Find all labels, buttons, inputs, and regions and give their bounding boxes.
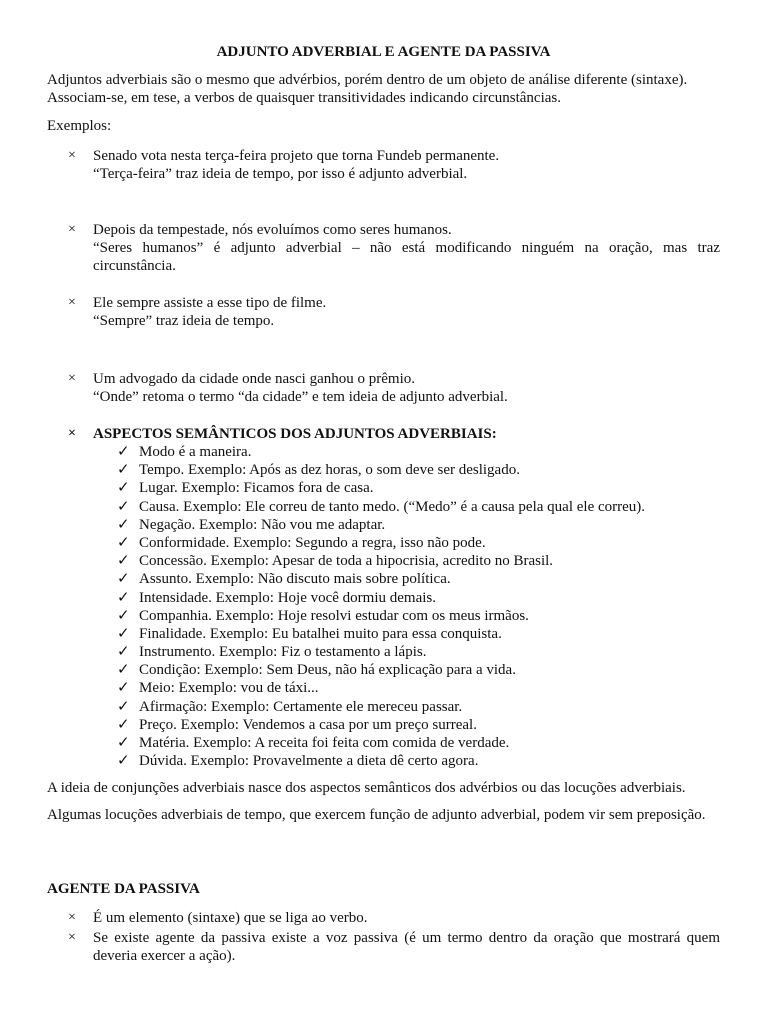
list-item: [47, 625, 720, 643]
list-item: [47, 479, 720, 497]
list-item-text: Finalidade. Exemplo: Eu batalhei muito para essa conquista.: [139, 625, 502, 642]
list-item: [47, 498, 720, 516]
agent-item-text: É um elemento (sintaxe) que se liga ao verbo.: [93, 910, 368, 926]
example-sentence: Um advogado da cidade onde nasci ganhou o prêmio.: [93, 371, 415, 387]
list-item-text: Conformidade. Exemplo: Segundo a regra, isso não pode.: [139, 534, 486, 551]
check-icon: ✓: [117, 680, 130, 697]
list-item-text: Matéria. Exemplo: A receita foi feita com comida de verdade.: [139, 735, 510, 751]
cross-bullet-icon: ×: [68, 295, 76, 310]
example-note: “Onde” retoma o termo “da cidade” e tem ideia de adjunto adverbial.: [93, 389, 508, 405]
intro-paragraph: [47, 71, 720, 107]
list-item-text: Assunto. Exemplo: Não discuto mais sobre política.: [139, 571, 451, 588]
examples-label: Exemplos:: [47, 118, 112, 134]
locutions-paragraph: Algumas locuções adverbiais de tempo, que exercem função de adjunto adverbial, podem vir sem preposição.: [47, 807, 706, 823]
cross-bullet-icon: ×: [68, 426, 76, 441]
list-item-text: Intensidade. Exemplo: Hoje você dormiu demais.: [139, 589, 437, 606]
list-item: [47, 443, 720, 461]
list-item: [47, 698, 720, 716]
example-sentence: Ele sempre assiste a esse tipo de filme.: [93, 295, 327, 311]
check-icon: ✓: [117, 444, 130, 460]
list-item-text: Preço. Exemplo: Vendemos a casa por um preço surreal.: [139, 716, 477, 733]
list-item: [47, 734, 720, 752]
check-icon: ✓: [117, 625, 130, 642]
check-icon: ✓: [117, 553, 130, 570]
agent-passive-heading: AGENTE DA PASSIVA: [47, 881, 200, 897]
semantic-aspects-list: [47, 443, 720, 770]
list-item: [47, 534, 720, 552]
agent-item-text: Se existe agente da passiva existe a voz passiva (é um termo dentro da oração que mostrará quem deveria exercer a ação).: [93, 930, 720, 964]
agent-item: [47, 909, 720, 927]
page-title: ADJUNTO ADVERBIAL E AGENTE DA PASSIVA: [216, 44, 551, 60]
list-item: [47, 752, 720, 770]
cross-bullet-icon: ×: [68, 910, 76, 925]
example-note: “Terça-feira” traz ideia de tempo, por isso é adjunto adverbial.: [93, 166, 468, 182]
list-item: [47, 661, 720, 679]
list-item-text: Concessão. Exemplo: Apesar de toda a hipocrisia, acredito no Brasil.: [139, 553, 554, 570]
list-item-text: Condição: Exemplo: Sem Deus, não há explicação para a vida.: [139, 662, 516, 679]
list-item: [47, 552, 720, 570]
conjunctions-paragraph: A ideia de conjunções adverbiais nasce dos aspectos semânticos dos advérbios ou das locuções adverbiais.: [47, 780, 686, 796]
list-item-text: Modo é a maneira.: [139, 444, 252, 460]
check-icon: ✓: [117, 716, 130, 733]
check-icon: ✓: [117, 698, 130, 715]
list-item-text: Lugar. Exemplo: Ficamos fora de casa.: [139, 480, 374, 497]
cross-bullet-icon: ×: [68, 148, 76, 163]
check-icon: ✓: [117, 735, 130, 751]
example-note: “Seres humanos” é adjunto adverbial – não está modificando ninguém na oração, mas traz circunstância.: [93, 240, 720, 274]
cross-bullet-icon: ×: [68, 222, 76, 237]
check-icon: ✓: [117, 589, 130, 606]
check-icon: ✓: [117, 462, 130, 479]
semantic-aspects-heading: ASPECTOS SEMÂNTICOS DOS ADJUNTOS ADVERBIAIS:: [93, 426, 497, 442]
list-item-text: Dúvida. Exemplo: Provavelmente a dieta dê certo agora.: [139, 753, 479, 770]
list-item: [47, 589, 720, 607]
example-item: [47, 221, 720, 275]
cross-bullet-icon: ×: [68, 371, 76, 386]
example-item: [47, 294, 720, 330]
list-item-text: Negação. Exemplo: Não vou me adaptar.: [139, 516, 386, 533]
check-icon: ✓: [117, 753, 130, 770]
intro-line: Adjuntos adverbiais são o mesmo que advérbios, porém dentro de um objeto de análise diferente (sintaxe).: [47, 72, 688, 88]
list-item: [47, 461, 720, 479]
list-item: [47, 716, 720, 734]
list-item-text: Companhia. Exemplo: Hoje resolvi estudar com os meus irmãos.: [139, 607, 529, 624]
example-item: [47, 370, 720, 406]
list-item: [47, 570, 720, 588]
check-icon: ✓: [117, 534, 130, 551]
list-item-text: Tempo. Exemplo: Após as dez horas, o som deve ser desligado.: [139, 462, 520, 479]
list-item: [47, 679, 720, 697]
list-item: [47, 607, 720, 625]
list-item-text: Instrumento. Exemplo: Fiz o testamento a lápis.: [139, 644, 427, 661]
list-item: [47, 643, 720, 661]
list-item-text: Causa. Exemplo: Ele correu de tanto medo. (“Medo” é a causa pela qual ele correu).: [139, 498, 646, 515]
list-item-text: Afirmação: Exemplo: Certamente ele mereceu passar.: [139, 698, 463, 715]
check-icon: ✓: [117, 571, 130, 588]
check-icon: ✓: [117, 498, 130, 515]
example-item: [47, 147, 720, 183]
check-icon: ✓: [117, 607, 130, 624]
agent-item: [47, 929, 720, 965]
list-item: [47, 516, 720, 534]
semantic-aspects-section: [47, 425, 720, 443]
intro-line: Associam-se, em tese, a verbos de quaisquer transitividades indicando circunstâncias.: [47, 90, 562, 106]
check-icon: ✓: [117, 480, 130, 497]
check-icon: ✓: [117, 662, 130, 679]
example-note: “Sempre” traz ideia de tempo.: [93, 313, 275, 329]
check-icon: ✓: [117, 644, 130, 661]
example-sentence: Depois da tempestade, nós evoluímos como seres humanos.: [93, 222, 452, 238]
list-item-text: Meio: Exemplo: vou de táxi...: [139, 680, 319, 697]
check-icon: ✓: [117, 516, 130, 533]
cross-bullet-icon: ×: [68, 930, 76, 945]
example-sentence: Senado vota nesta terça-feira projeto que torna Fundeb permanente.: [93, 148, 500, 164]
